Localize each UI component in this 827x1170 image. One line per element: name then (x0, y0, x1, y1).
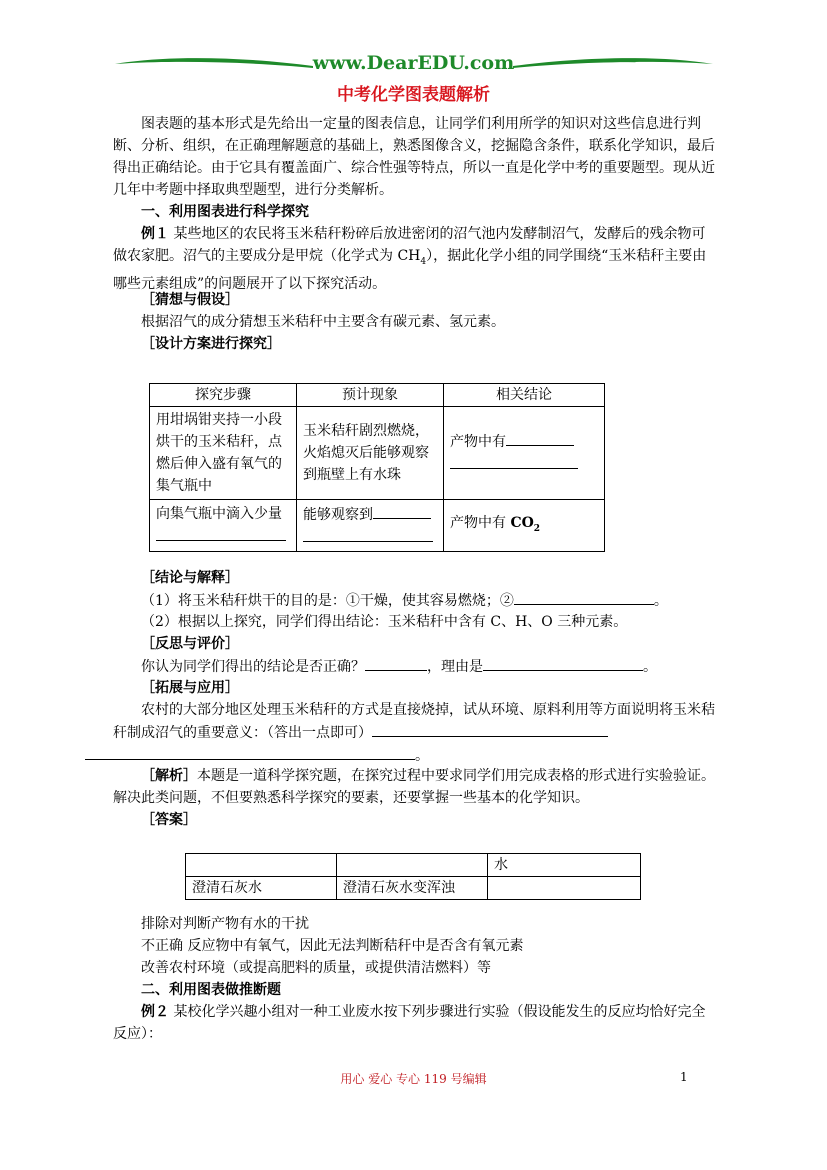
table-cell-step-2: 向集气瓶中滴入少量 (150, 500, 297, 552)
answer-blank[interactable] (483, 655, 643, 671)
design-heading: ［设计方案进行探究］ (141, 336, 281, 352)
example-1-text: 例１ 某些地区的农民将玉米秸秆粉碎后放进密闭的沼气池内发酵制沼气，发酵后的残余物可做农家肥。沼气的主要成分是甲烷（化学式为 $CH_4$），据此化学小组的同学围绕“玉米秸秆主要由哪些元素组成”的问题展开了以下探究活动。 (113, 226, 707, 292)
table-cell-conclusion-2: 产物中有 $CO_2$ (444, 500, 605, 552)
answer-table-cell (488, 877, 641, 900)
answer-blank[interactable] (506, 430, 574, 446)
example-2-label: 例２ (141, 1004, 169, 1020)
conclusion-heading: ［结论与解释］ (141, 570, 239, 586)
extension-heading: ［拓展与应用］ (141, 680, 239, 696)
answer-1: 排除对判断产物有水的干扰 (141, 916, 309, 932)
answer-table (185, 853, 641, 900)
answer-blank[interactable] (303, 526, 433, 542)
answer-table-cell: 澄清石灰水变浑浊 (337, 877, 488, 900)
table-header-phenomenon: 预计现象 (297, 384, 444, 407)
answer-table-cell: 澄清石灰水 (186, 877, 337, 900)
answer-3: 改善农村环境（或提高肥料的质量，或提供清洁燃料）等 (141, 960, 491, 976)
table-header-step: 探究步骤 (150, 384, 297, 407)
section-2-heading: 二、利用图表做推断题 (141, 982, 281, 998)
answer-blank[interactable] (156, 525, 286, 541)
site-url: www.DearEDU.com (312, 52, 515, 74)
page-title: 中考化学图表题解析 (337, 85, 490, 105)
example-1-label: 例１ (141, 226, 169, 242)
answer-table-cell (186, 854, 337, 877)
intro-paragraph: 图表题的基本形式是先给出一定量的图表信息，让同学们利用所学的知识对这些信息进行判断、分析、组织，在正确理解题意的基础上，熟悉图像含义，挖掘隐含条件，联系化学知识，最后得出正确结论。由于它具有覆盖面广、综合性强等特点，所以一直是化学中考的重要题型。现从近几年中考题中择取典型题型，进行分类解析。 (113, 116, 715, 198)
analysis-heading: ［解析］ (141, 768, 197, 784)
table-cell-step-1: 用坩埚钳夹持一小段烘干的玉米秸秆，点燃后伸入盛有氧气的集气瓶中 (150, 407, 297, 500)
reflection-heading: ［反思与评价］ (141, 636, 239, 652)
answer-blank[interactable] (372, 721, 608, 737)
answer-2: 不正确 反应物中有氧气，因此无法判断秸秆中是否含有氧元素 (141, 938, 524, 954)
reflection-question: 你认为同学们得出的结论是否正确？ ，理由是 。 (113, 655, 715, 678)
answer-blank[interactable] (365, 655, 427, 671)
analysis-paragraph: ［解析］本题是一道科学探究题，在探究过程中要求同学们用完成表格的形式进行实验验证。解决此类问题，不但要熟悉科学探究的要素，还要掌握一些基本的化学知识。 (113, 768, 715, 806)
answer-blank[interactable] (373, 503, 431, 519)
footer-text: 用心 爱心 专心 119 号编辑 (340, 1072, 487, 1086)
guess-text: 根据沼气的成分猜想玉米秸秆中主要含有碳元素、氢元素。 (141, 314, 505, 330)
experiment-table (149, 383, 605, 552)
table-cell-phenomenon-1: 玉米秸秆剧烈燃烧，火焰熄灭后能够观察到瓶壁上有水珠 (297, 407, 444, 500)
answer-heading: ［答案］ (141, 812, 197, 828)
table-cell-phenomenon-2: 能够观察到 (297, 500, 444, 552)
section-1-heading: 一、利用图表进行科学探究 (141, 204, 309, 220)
answer-table-cell: 水 (488, 854, 641, 877)
example-2-text: 例２ 某校化学兴趣小组对一种工业废水按下列步骤进行实验（假设能发生的反应均恰好完全反应）： (113, 1004, 706, 1042)
answer-table-cell (337, 854, 488, 877)
table-header-conclusion: 相关结论 (444, 384, 605, 407)
extension-question: 农村的大部分地区处理玉米秸秆的方式是直接烧掉，试从环境、原料利用等方面说明将玉米秸秆制成沼气的重要意义：（答出一点即可） 。 (113, 699, 715, 767)
answer-blank[interactable] (450, 453, 578, 469)
answer-blank[interactable] (514, 589, 654, 605)
table-cell-conclusion-1: 产物中有 (444, 407, 605, 500)
page-number: 1 (680, 1070, 688, 1084)
answer-blank[interactable] (85, 744, 415, 760)
conclusion-q1: （1）将玉米秸秆烘干的目的是：①干燥，使其容易燃烧；② 。 (113, 589, 715, 612)
conclusion-q2: （2）根据以上探究，同学们得出结论：玉米秸秆中含有 C、H、O 三种元素。 (141, 614, 628, 630)
guess-heading: ［猜想与假设］ (141, 292, 239, 308)
